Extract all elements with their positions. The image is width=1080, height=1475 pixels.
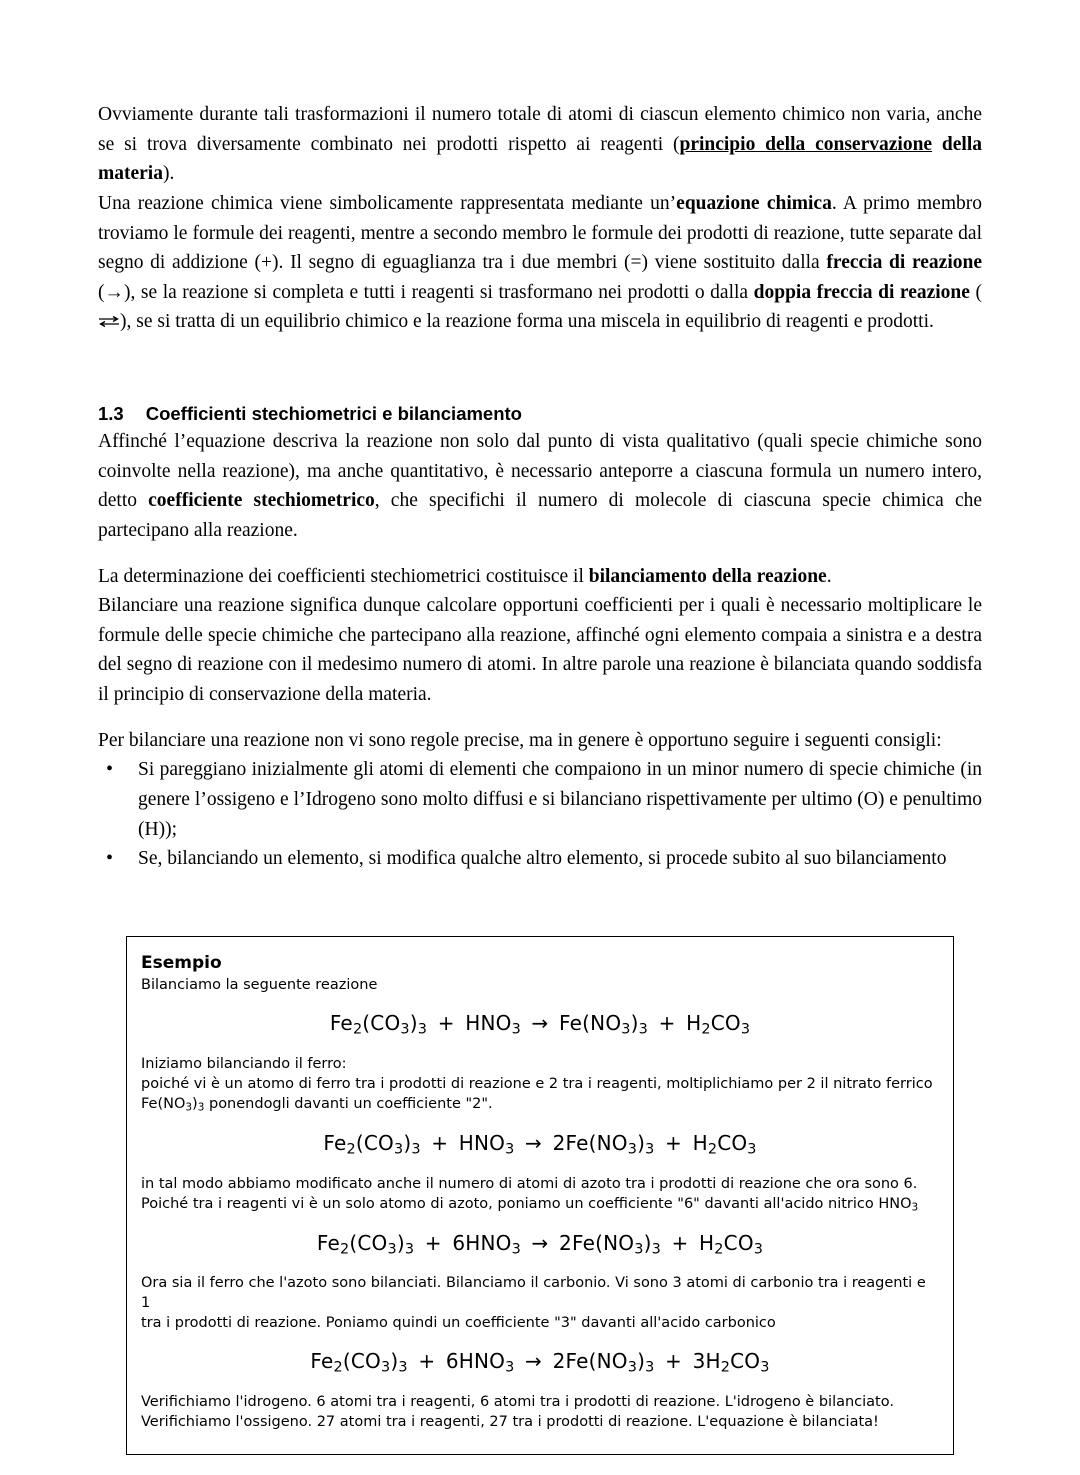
note-line: Verifichiamo l'idrogeno. 6 atomi tra i reagenti, 6 atomi tra i prodotti di reazione. L'idrogeno è bilanciato. xyxy=(141,1393,894,1410)
coefficient-hno3: 6 xyxy=(445,1349,459,1374)
note-formula-b: ) xyxy=(192,1095,198,1112)
equation-3 xyxy=(141,1231,939,1258)
bold-coefficiente-stechiometrico: coefficiente stechiometrico xyxy=(148,490,375,512)
coefficient-hno3: 6 xyxy=(452,1230,466,1255)
eq-product-feno33: $2Fe(NO_3)_3$ xyxy=(552,1349,655,1376)
coefficient-fe: 2 xyxy=(552,1349,566,1374)
eq-product-h2co3: $H_2CO_3$ xyxy=(699,1230,764,1258)
note-line: Ora sia il ferro che l'azoto sono bilanciati. Bilanciamo il carbonio. Vi sono 3 atomi di carbonio tra i reagenti e 1 xyxy=(141,1275,926,1312)
paragraph-text-end: , che specifichi il numero di molecole di ciascuna specie chimica che partecipano alla reazione. xyxy=(98,490,983,541)
example-box xyxy=(126,936,954,1455)
paragraph-text: La determinazione dei coefficienti stechiometrici costituisce il xyxy=(98,565,589,587)
eq-reagent-fe2co33: $Fe_2(CO_3)_3$ xyxy=(323,1130,421,1158)
note-text: Poiché tra i reagenti vi è un solo atomo di azoto, poniamo un coefficiente "6" davanti all'acido nitrico HNO xyxy=(141,1195,912,1212)
reaction-arrow-icon: → xyxy=(525,1130,543,1155)
note-sub: 3 xyxy=(911,1201,919,1214)
note-block-3 xyxy=(141,1273,939,1333)
plus-sign-2: + xyxy=(658,1011,676,1036)
paragraph-spacer xyxy=(98,546,982,562)
plus-sign: + xyxy=(431,1130,449,1155)
eq-product-h2co3: $3H_2CO_3$ xyxy=(692,1349,770,1376)
paragraph-coefficiente xyxy=(98,427,982,546)
bold-freccia-reazione: freccia di reazione xyxy=(826,252,983,274)
note-formula-a: Fe(NO xyxy=(141,1095,186,1112)
note-block-1 xyxy=(141,1054,939,1115)
paragraph-consigli: Per bilanciare una reazione non vi sono regole precise, ma in genere è opportuno seguire i seguenti consigli: xyxy=(98,729,942,751)
eq-reagent-fe2co33: $Fe_2(CO_3)_3$ xyxy=(329,1011,428,1038)
paragraph-text: Ovviamente durante tali trasformazioni il numero totale di atomi di ciascun elemento chimico non varia, anche se si trova diversamente combinato nei prodotti rispetto ai reagenti ( xyxy=(98,104,982,155)
reaction-arrow-icon: → xyxy=(525,1349,543,1374)
note-line: Iniziamo bilanciando il ferro: xyxy=(141,1055,347,1072)
equation-1 xyxy=(141,1011,939,1038)
eq-product-feno33: $Fe(NO_3)_3$ xyxy=(559,1011,649,1038)
coefficient-h2co3: 3 xyxy=(692,1349,706,1374)
paragraph-text-end: ). xyxy=(162,163,175,185)
note-line: poiché vi è un atomo di ferro tra i prodotti di reazione e 2 tra i reagenti, moltiplichiamo per 2 il nitrato ferrico xyxy=(141,1075,933,1092)
coefficient-fe: 2 xyxy=(559,1230,572,1255)
example-subtitle: Bilanciamo la seguente reazione xyxy=(141,976,378,993)
note-block-4 xyxy=(141,1392,939,1432)
bold-doppia-freccia: doppia freccia di reazione xyxy=(753,281,970,303)
example-title: Esempio xyxy=(141,952,222,973)
paragraph-bilanciare: Bilanciare una reazione significa dunque calcolare opportuni coefficienti per i quali è necessario moltiplicare le formule delle specie chimiche che partecipano alla reazione, affinché ogni elemento compaia a sinistra e a destra del segno di reazione con il medesimo numero di atomi. In altre parole una reazione è bilanciata quando soddisfa il principio di conservazione della materia. xyxy=(98,595,982,705)
bold-principio-conservazione: principio della conservazione xyxy=(679,133,933,155)
equation-2 xyxy=(141,1131,939,1158)
section-number: 1.3 xyxy=(98,403,124,424)
bold-bilanciamento-reazione: bilanciamento della reazione xyxy=(588,565,827,587)
note-line: in tal modo abbiamo modificato anche il numero di atomi di azoto tra i prodotti di reazione che ora sono 6. xyxy=(141,1175,918,1192)
paragraph-text-end: ), se si tratta di un equilibrio chimico e la reazione forma una miscela in equilibrio di reagenti e prodotti. xyxy=(120,311,934,333)
eq-product-h2co3: $H_2CO_3$ xyxy=(686,1011,751,1038)
section-title: Coefficienti stechiometrici e bilanciamento xyxy=(145,403,522,424)
reaction-arrow-icon: → xyxy=(531,1230,549,1255)
eq-product-feno33: $2Fe(NO_3)_3$ xyxy=(559,1230,661,1258)
double-arrow-icon xyxy=(98,315,120,328)
note-formula-c: ponendogli davanti un coefficiente "2". xyxy=(204,1095,493,1112)
paragraph-text: (→), se la reazione si completa e tutti i reagenti si trasformano nei prodotti o dalla xyxy=(98,281,754,303)
paragraph-determinazione xyxy=(98,562,982,592)
paragraph-text: Una reazione chimica viene simbolicamente rappresentata mediante un’ xyxy=(98,192,677,214)
eq-reagent-hno3: $HNO_3$ xyxy=(465,1011,521,1038)
list-item: • Si pareggiano inizialmente gli atomi di elementi che compaiono in un minor numero di specie chimiche (in genere l’ossigeno e l’Idrogeno sono molto diffusi e si bilanciano rispettivamente per ultimo (O) e penultimo (H)); xyxy=(98,755,982,844)
paragraph-equazione-chimica xyxy=(98,189,982,337)
eq-product-h2co3: $H_2CO_3$ xyxy=(692,1130,757,1158)
consigli-list xyxy=(98,755,982,874)
paragraph-text: ( xyxy=(969,281,982,303)
eq-reagent-fe2co33: $Fe_2(CO_3)_3$ xyxy=(310,1349,408,1376)
coefficient-fe: 2 xyxy=(552,1130,566,1155)
section-spacer-2 xyxy=(98,381,982,403)
note-line: Verifichiamo l'ossigeno. 27 atomi tra i reagenti, 27 tra i prodotti di reazione. L'equazione è bilanciata! xyxy=(141,1413,879,1430)
plus-sign: + xyxy=(418,1349,436,1374)
eq-product-feno33: $2Fe(NO_3)_3$ xyxy=(552,1130,655,1158)
reaction-arrow-icon: → xyxy=(531,1011,549,1036)
note-formula-sub: 3 xyxy=(185,1101,193,1114)
eq-reagent-hno3: $6HNO_3$ xyxy=(445,1349,515,1376)
paragraph-text: . A primo membro troviamo le formule dei reagenti, mentre a secondo membro le formule dei prodotti di reazione, tutte separate dal segno di addizione (+). Il segno di eguaglianza tra i due membri (=) viene sostituito dalla xyxy=(98,192,982,274)
eq-reagent-hno3: $6HNO_3$ xyxy=(452,1230,521,1258)
plus-sign: + xyxy=(437,1011,455,1036)
eq-reagent-hno3: $HNO_3$ xyxy=(458,1130,515,1158)
list-item: • Se, bilanciando un elemento, si modifica qualche altro elemento, si procede subito al suo bilanciamento xyxy=(98,844,982,874)
note-line: tra i prodotti di reazione. Poniamo quindi un coefficiente "3" davanti all'acido carbonico xyxy=(141,1315,776,1332)
note-line-formula xyxy=(141,1194,939,1215)
note-line-formula xyxy=(141,1094,939,1115)
section-spacer xyxy=(98,337,982,381)
bold-equazione-chimica: equazione chimica xyxy=(676,192,832,214)
note-formula-sub2: 3 xyxy=(197,1101,205,1114)
paragraph-text-end: . xyxy=(826,565,832,587)
note-block-2 xyxy=(141,1174,939,1215)
equation-4 xyxy=(141,1349,939,1376)
plus-sign-2: + xyxy=(671,1230,689,1255)
eq-reagent-fe2co33: $Fe_2(CO_3)_3$ xyxy=(316,1230,415,1258)
plus-sign: + xyxy=(424,1230,442,1255)
section-heading xyxy=(98,403,982,425)
paragraph-conservazione xyxy=(98,100,982,189)
paragraph-spacer-2 xyxy=(98,710,982,726)
plus-sign-2: + xyxy=(665,1349,683,1374)
paragraph-text: Affinché l’equazione descriva la reazione non solo dal punto di vista qualitativo (quali specie chimiche sono coinvolte nella reazione), ma anche quantitativo, è necessario anteporre a ciascuna formula un numero intero, detto xyxy=(98,431,982,512)
plus-sign-2: + xyxy=(665,1130,683,1155)
bold-della-materia: della materia xyxy=(98,133,983,185)
